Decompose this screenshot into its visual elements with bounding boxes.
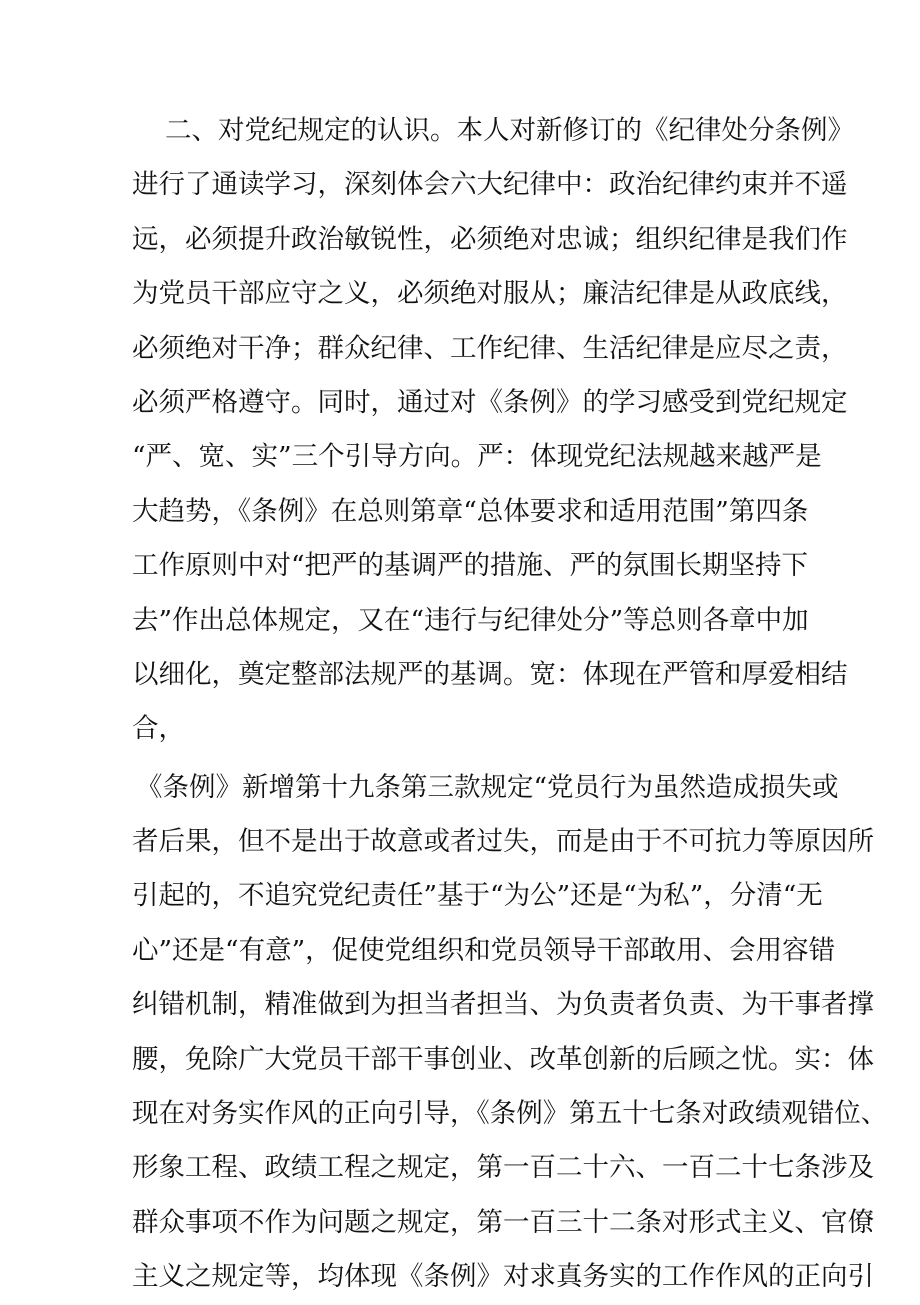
text-line: 进行了通读学习，深刻体会六大纪律中：政治纪律约束并不遥 [132, 169, 848, 201]
text-line: 大趋势，《条例》在总则第章“总体要求和适用范围”第四条 [132, 495, 809, 527]
text-line: 必须绝对干净；群众纪律、工作纪律、生活纪律是应尽之责， [132, 332, 848, 364]
text-line: 群众事项不作为问题之规定，第一百三十二条对形式主义、官僚 [132, 1206, 874, 1238]
text-line: 为党员干部应守之义，必须绝对服从；廉洁纪律是从政底线， [132, 278, 848, 310]
text-line: 形象工程、政绩工程之规定，第一百二十六、一百二十七条涉及 [132, 1152, 874, 1184]
text-line: 纠错机制，精准做到为担当者担当、为负责者负责、为干事者撑 [132, 989, 874, 1021]
document-body [132, 104, 888, 1305]
text-line: 腰，免除广大党员干部干事创业、改革创新的后顾之忧。实：体 [132, 1043, 874, 1075]
text-line: 心”还是“有意”，促使党组织和党员领导干部敢用、会用容错 [132, 934, 836, 966]
text-line: “严、宽、实”三个引导方向。严：体现党纪法规越来越严是 [132, 441, 822, 473]
text-line: 必须严格遵守。同时，通过对《条例》的学习感受到党纪规定 [132, 386, 848, 418]
text-line: 二、对党纪规定的认识。本人对新修订的《纪律处分条例》 [165, 115, 854, 146]
text-line: 远，必须提升政治敏锐性，必须绝对忠诚；组织纪律是我们作 [132, 223, 848, 255]
text-line: 主义之规定等，均体现《条例》对求真务实的工作作风的正向引 [132, 1261, 874, 1293]
text-line: 《条例》新增第十九条第三款规定“党员行为虽然造成损失或 [136, 771, 839, 803]
text-line: 合， [132, 713, 185, 745]
text-line: 去”作出总体规定，又在“违行与纪律处分”等总则各章中加 [132, 604, 809, 636]
text-line: 者后果，但不是出于故意或者过失，而是由于不可抗力等原因所 [132, 826, 874, 858]
text-line: 现在对务实作风的正向引导，《条例》第五十七条对政绩观错位、 [132, 1098, 888, 1130]
text-line: 以细化，奠定整部法规严的基调。宽：体现在严管和厚爱相结 [132, 658, 848, 690]
text-line: 引起的，不追究党纪责任”基于“为公”还是“为私”，分清“无 [132, 880, 823, 912]
text-line: 工作原则中对“把严的基调严的措施、严的氛围长期坚持下 [132, 550, 809, 582]
